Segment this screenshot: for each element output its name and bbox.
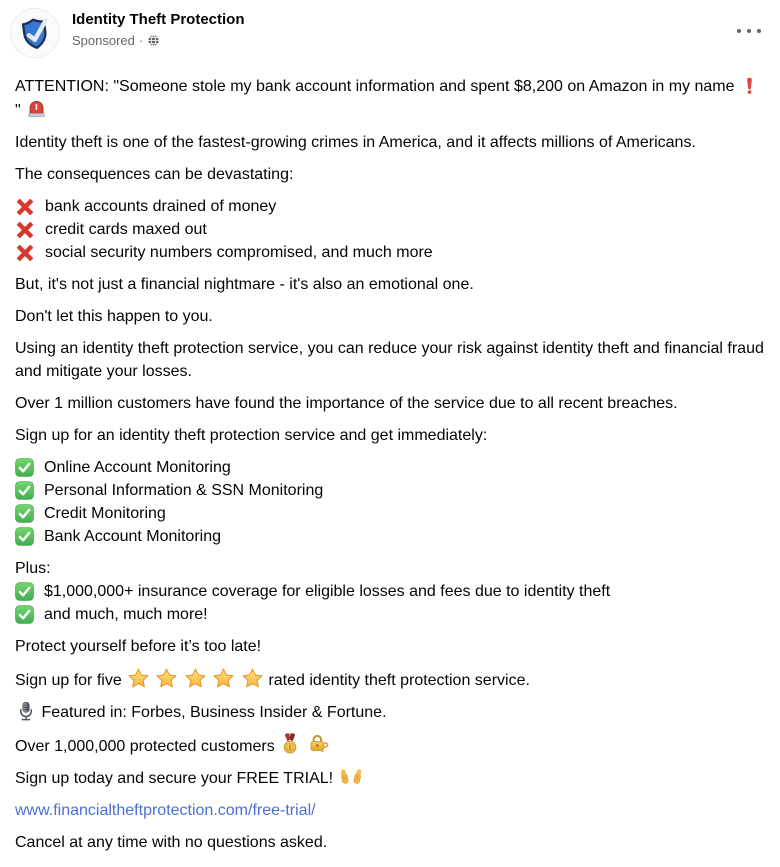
attention-close-quote: " [15,102,21,119]
post-header [0,0,780,60]
list-item [15,502,765,525]
five-star-text-after: rated identity theft protection service. [268,672,530,689]
list-item [15,603,765,626]
list-item [15,456,765,479]
advertiser-name[interactable]: Identity Theft Protection [72,11,245,28]
plus-heading: Plus: [15,560,51,577]
ad-link[interactable]: www.financialtheftprotection.com/free-trial/ [15,802,316,819]
check-box-icon [15,504,34,523]
raising-hands-icon [339,767,363,787]
star-icon [241,667,264,690]
benefits-list [15,456,765,548]
medal-icon [280,733,300,755]
protected-customers-text: Over 1,000,000 protected customers [15,738,275,755]
paragraph-over-million: Over 1 million customers have found the importance of the service due to all recent breaches. [15,395,678,412]
paragraph-attention [15,75,765,122]
header-text-block [72,8,732,49]
free-trial-text: Sign up today and secure your FREE TRIAL! [15,770,334,787]
attention-text: ATTENTION: "Someone stole my bank account information and spent $8,200 on Amazon in my name [15,78,735,95]
advertiser-avatar[interactable] [10,8,60,58]
list-item-label: Bank Account Monitoring [44,528,221,545]
list-item [15,195,765,218]
featured-text: Featured in: Forbes, Business Insider & Fortune. [41,704,387,721]
star-icon [155,667,178,690]
list-item-label: Credit Monitoring [44,505,166,522]
globe-icon [147,34,160,47]
check-box-icon [15,527,34,546]
paragraph-consequences-heading: The consequences can be devastating: [15,166,294,183]
paragraph-cancel: Cancel at any time with no questions asked. [15,834,328,851]
post-options-button[interactable] [732,14,766,45]
paragraph-dont-let: Don't let this happen to you. [15,308,213,325]
ellipsis-icon [736,28,762,34]
sponsored-row [72,32,732,49]
check-box-icon [15,605,34,624]
paragraph-free-trial [15,767,765,790]
check-box-icon [15,481,34,500]
paragraph-emotional: But, it's not just a financial nightmare - it's also an emotional one. [15,276,474,293]
star-icon [127,667,150,690]
paragraph-protect: Protect yourself before it’s too late! [15,638,262,655]
list-item-label: bank accounts drained of money [45,198,277,215]
list-item-label: Personal Information & SSN Monitoring [44,482,324,499]
list-item-label: Online Account Monitoring [44,459,231,476]
microphone-icon [16,701,36,721]
cross-mark-icon [15,220,35,240]
locked-with-key-icon [307,733,329,755]
check-box-icon [15,458,34,477]
list-item [15,525,765,548]
post-body [0,60,780,854]
paragraph-featured [15,701,765,724]
paragraph-signup-heading: Sign up for an identity theft protection service and get immediately: [15,427,488,444]
plus-block [15,557,765,626]
five-star-text-before: Sign up for five [15,672,122,689]
police-light-icon [26,98,47,119]
paragraph-using-service: Using an identity theft protection service, you can reduce your risk against identity theft and financial fraud and mitigate your losses. [15,340,764,380]
dot-separator: · [138,33,144,48]
cross-mark-icon [15,243,35,263]
list-item-label: social security numbers compromised, and much more [45,244,433,261]
star-icon [184,667,207,690]
list-item-label: credit cards maxed out [45,221,207,238]
sponsored-label: Sponsored [72,33,135,48]
check-box-icon [15,582,34,601]
star-icon [212,667,235,690]
paragraph-five-star [15,667,765,692]
paragraph-protected-customers [15,733,765,758]
red-exclamation-icon [740,76,759,95]
list-item [15,218,765,241]
list-item [15,479,765,502]
paragraph-link [15,799,765,822]
list-item-label: $1,000,000+ insurance coverage for eligible losses and fees due to identity theft [44,583,611,600]
cross-mark-icon [15,197,35,217]
list-item [15,580,765,603]
shield-check-icon [12,10,58,56]
list-item [15,241,765,264]
consequences-list [15,195,765,264]
list-item-label: and much, much more! [44,606,208,623]
paragraph-intro: Identity theft is one of the fastest-growing crimes in America, and it affects millions of Americans. [15,134,696,151]
